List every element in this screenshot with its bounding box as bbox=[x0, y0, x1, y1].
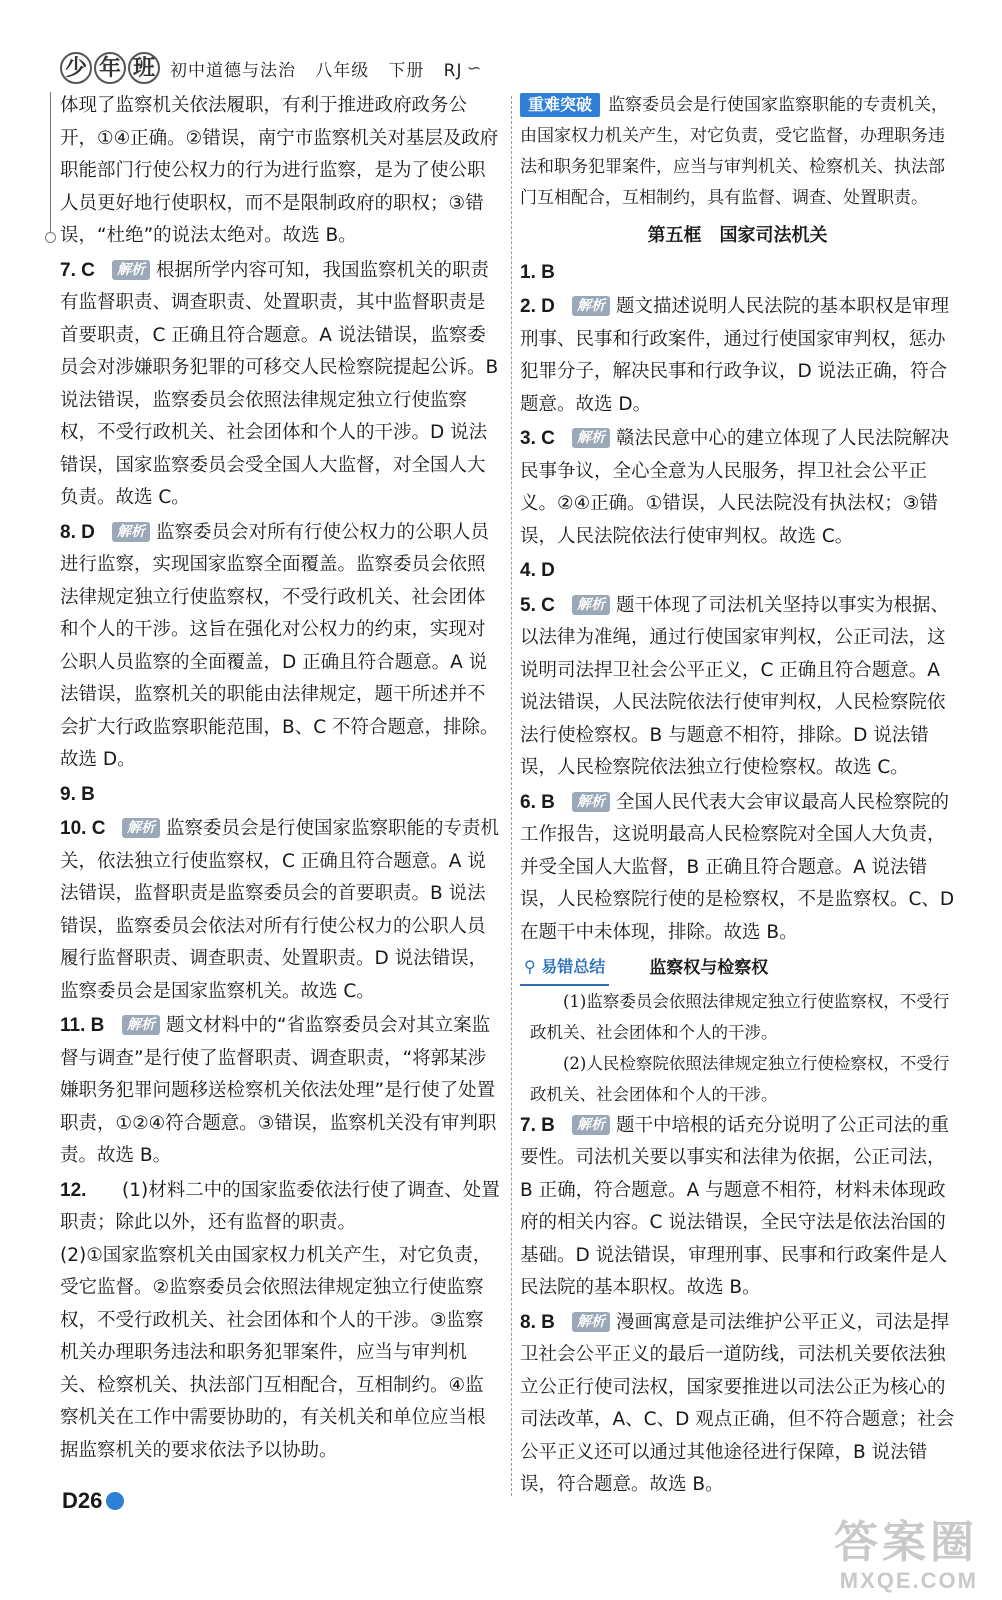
answer-text: 题干中培根的话充分说明了公正司法的重要性。司法机关要以事实和法律为依据，公正司法，B 正确，符合题意。A 与题意不相符，材料未体现政府的相关内容。C 说法错误，全民守法是依法治国的基础。D 说法错误，审理刑事、民事和行政案件是人民法院的基本职权。故选 B。 bbox=[520, 1114, 950, 1298]
page-number-text: D26 bbox=[62, 1488, 103, 1513]
answer-item-9 bbox=[60, 779, 500, 812]
page-number bbox=[62, 1488, 124, 1514]
logo-char: 班 bbox=[128, 52, 160, 84]
answer-text: 题干体现了司法机关坚持以事实为根据、以法律为准绳，通过行使国家审判权，公正司法，这说明司法捍卫社会公平正义，C 正确且符合题意。A 说法错误，人民法院依法行使审判权，人民检察院依法行使检察权。B 与题意不相符，排除。D 说法错误，人民检察院依法独立行使检察权。故选 C。 bbox=[520, 594, 950, 778]
mistake-summary-header bbox=[520, 951, 955, 986]
answer-item-8 bbox=[60, 517, 500, 777]
answer-item-1 bbox=[520, 257, 955, 290]
watermark-cn: 答案圈 bbox=[834, 1518, 978, 1567]
magnifier-icon: ⚲ bbox=[524, 957, 536, 976]
mistake-summary-title: 监察权与检察权 bbox=[649, 958, 769, 978]
answer-item-2 bbox=[520, 291, 955, 421]
answer-item-11 bbox=[60, 1010, 500, 1173]
left-column bbox=[60, 90, 500, 1469]
answer-item-7 bbox=[520, 1110, 955, 1305]
answer-item-7 bbox=[60, 255, 500, 515]
analysis-tag: 解析 bbox=[572, 428, 610, 448]
analysis-tag: 解析 bbox=[572, 1115, 610, 1135]
right-column bbox=[520, 90, 955, 1504]
answer-number: 9. B bbox=[60, 783, 95, 805]
breakthrough-text: 监察委员会是行使国家监察职能的专责机关，由国家权力机关产生，对它负责，受它监督，办理职务违法和职务犯罪案件，应当与审判机关、检察机关、执法部门互相配合，互相制约，具有监督、调查、处置职责。 bbox=[520, 95, 949, 208]
answer-item-8 bbox=[520, 1307, 955, 1502]
answer-text: 题文材料中的“省监察委员会对其立案监督与调查”是行使了监督职责、调查职责，“将郭某涉嫌职务犯罪问题移送检察机关依法处理”是行使了处置职责，①②④符合题意。③错误，监察机关没有审判职责。故选 B。 bbox=[60, 1015, 497, 1166]
answer-number: 5. C bbox=[520, 594, 555, 616]
answer-text: 全国人民代表大会审议最高人民检察院的工作报告，这说明最高人民检察院对全国人大负责，并受全国人大监督，B 正确且符合题意。A 说法错误，人民检察院行使的是检察权，不是监察权。C、D 在题干中未体现，排除。故选 B。 bbox=[520, 791, 955, 943]
answer-text: 体现了监察机关依法履职，有利于推进政府政务公开，①④正确。②错误，南宁市监察机关对基层及政府职能部门行使公权力的行为进行监察，是为了使公职人员更好地行使职权，而不是限制政府的职权；③错误，“杜绝”的说法太绝对。故选 B。 bbox=[60, 95, 499, 246]
answer-number: 8. B bbox=[520, 1311, 555, 1333]
section-title: 第五框 国家司法机关 bbox=[647, 225, 828, 246]
watermark bbox=[834, 1518, 978, 1594]
answer-text: 监察委员会是行使国家监察职能的专责机关，依法独立行使监察权，C 正确且符合题意。A 说法错误，监督职责是监察委员会的首要职责。B 说法错误，监察委员会依法对所有行使公权力的公职人员履行监督职责、调查职责、处置职责。D 说法错误，监察委员会是国家监察机关。故选 C。 bbox=[60, 818, 500, 1002]
answer-number: 11. B bbox=[60, 1015, 105, 1036]
answer-number: 2. D bbox=[520, 296, 555, 317]
column-divider bbox=[511, 96, 512, 1496]
decor-swirl-icon: ∽ bbox=[466, 57, 482, 79]
mistake-tag-label: 易错总结 bbox=[541, 957, 606, 976]
analysis-tag: 解析 bbox=[112, 260, 150, 280]
answer-number: 7. B bbox=[520, 1114, 555, 1136]
answer-item-10 bbox=[60, 813, 500, 1008]
analysis-tag: 解析 bbox=[122, 818, 160, 838]
mistake-point: (1)监察委员会依照法律规定独立行使监察权，不受行政机关、社会团体和个人的干涉。 bbox=[530, 991, 950, 1042]
page-dot-icon bbox=[106, 1492, 124, 1510]
analysis-tag: 解析 bbox=[572, 792, 610, 812]
answer-text: 监察委员会对所有行使公权力的公职人员进行监察，实现国家监察全面覆盖。监察委员会依照法律规定独立行使监察权，不受行政机关、社会团体和个人的干涉。这旨在强化对公权力的约束，实现对公职人员监察的全面覆盖，D 正确且符合题意。A 说法错误，监察机关的职能由法律规定，题干所述并不会扩大行政监察职能范围，B、C 不符合题意，排除。故选 D。 bbox=[60, 521, 499, 770]
answer-paragraph: (2)①国家监察机关由国家权力机关产生，对它负责，受它监督。②监察委员会依照法律规定独立行使监察权，不受行政机关、社会团体和个人的干涉。③监察机关办理职务违法和职务犯罪案件，应当与审判机关、检察机关、执法部门互相配合，互相制约。④监察机关在工作中需要协助的，有关机关和单位应当根据监察机关的要求依法予以协助。 bbox=[60, 1244, 492, 1461]
answer-item-4 bbox=[520, 555, 955, 588]
answer-text: (1)材料二中的国家监委依法行使了调查、处置职责；除此以外，还有监督的职责。 bbox=[60, 1179, 500, 1233]
answer-number: 3. C bbox=[520, 428, 555, 449]
analysis-tag: 解析 bbox=[572, 595, 610, 615]
answer-number: 12. bbox=[60, 1179, 87, 1201]
series-logo bbox=[60, 52, 162, 84]
answer-number: 10. C bbox=[60, 818, 106, 839]
answer-item-6 bbox=[520, 787, 955, 950]
answer-text: 漫画寓意是司法维护公平正义，司法是捍卫社会公平正义的最后一道防线，司法机关要依法独立公正行使司法权，国家要推进以司法公正为核心的司法改革，A、C、D 观点正确，但不符合题意；社会公平正义还可以通过其他途径进行保障，B 说法错误，符合题意。故选 B。 bbox=[520, 1311, 955, 1495]
answer-text: 赣法民意中心的建立体现了人民法院解决民事争议，全心全意为人民服务，捍卫社会公平正义。②④正确。①错误，人民法院没有执法权；③错误，人民法院依法行使审判权。故选 C。 bbox=[520, 428, 950, 547]
logo-char: 少 bbox=[60, 52, 92, 84]
breakthrough-box bbox=[520, 90, 955, 214]
answer-text: 题文描述说明人民法院的基本职权是审理刑事、民事和行政案件，通过行使国家审判权，惩办犯罪分子，解决民事和行政争议，D 说法正确，符合题意。故选 D。 bbox=[520, 296, 950, 415]
margin-decor-line bbox=[50, 92, 51, 242]
analysis-tag: 解析 bbox=[572, 296, 610, 316]
mistake-point: (2)人民检察院依照法律规定独立行使检察权，不受行政机关、社会团体和个人的干涉。 bbox=[530, 1053, 950, 1104]
analysis-tag: 解析 bbox=[112, 522, 150, 542]
watermark-en: MXQE.COM bbox=[839, 1568, 978, 1593]
answer-number: 8. D bbox=[60, 521, 95, 543]
analysis-tag: 解析 bbox=[122, 1015, 160, 1035]
analysis-tag: 解析 bbox=[572, 1312, 610, 1332]
book-subject: 初中道德与法治 八年级 下册 RJ bbox=[170, 60, 463, 81]
answer-item-12 bbox=[60, 1175, 500, 1468]
continued-answer bbox=[60, 90, 500, 253]
answer-number: 4. D bbox=[520, 560, 555, 581]
page-header bbox=[60, 48, 580, 88]
answer-number: 6. B bbox=[520, 791, 555, 813]
mistake-summary-tag bbox=[520, 951, 609, 986]
answer-number: 7. C bbox=[60, 259, 95, 281]
breakthrough-tag: 重难突破 bbox=[520, 93, 600, 117]
margin-decor-dot bbox=[45, 232, 56, 243]
answer-item-3 bbox=[520, 423, 955, 553]
answer-number: 1. B bbox=[520, 261, 555, 283]
logo-char: 年 bbox=[94, 52, 126, 84]
answer-item-5 bbox=[520, 590, 955, 785]
answer-text: 根据所学内容可知，我国监察机关的职责有监督职责、调查职责、处置职责，其中监督职责是首要职责，C 正确且符合题意。A 说法错误，监察委员会对涉嫌职务犯罪的可移交人民检察院提起公诉。B 说法错误，监察委员会依照法律规定独立行使监察权，不受行政机关、社会团体和个人的干涉。D 说法错误，国家监察委员会受全国人大监督，对全国人大负责。故选 C。 bbox=[60, 259, 499, 508]
